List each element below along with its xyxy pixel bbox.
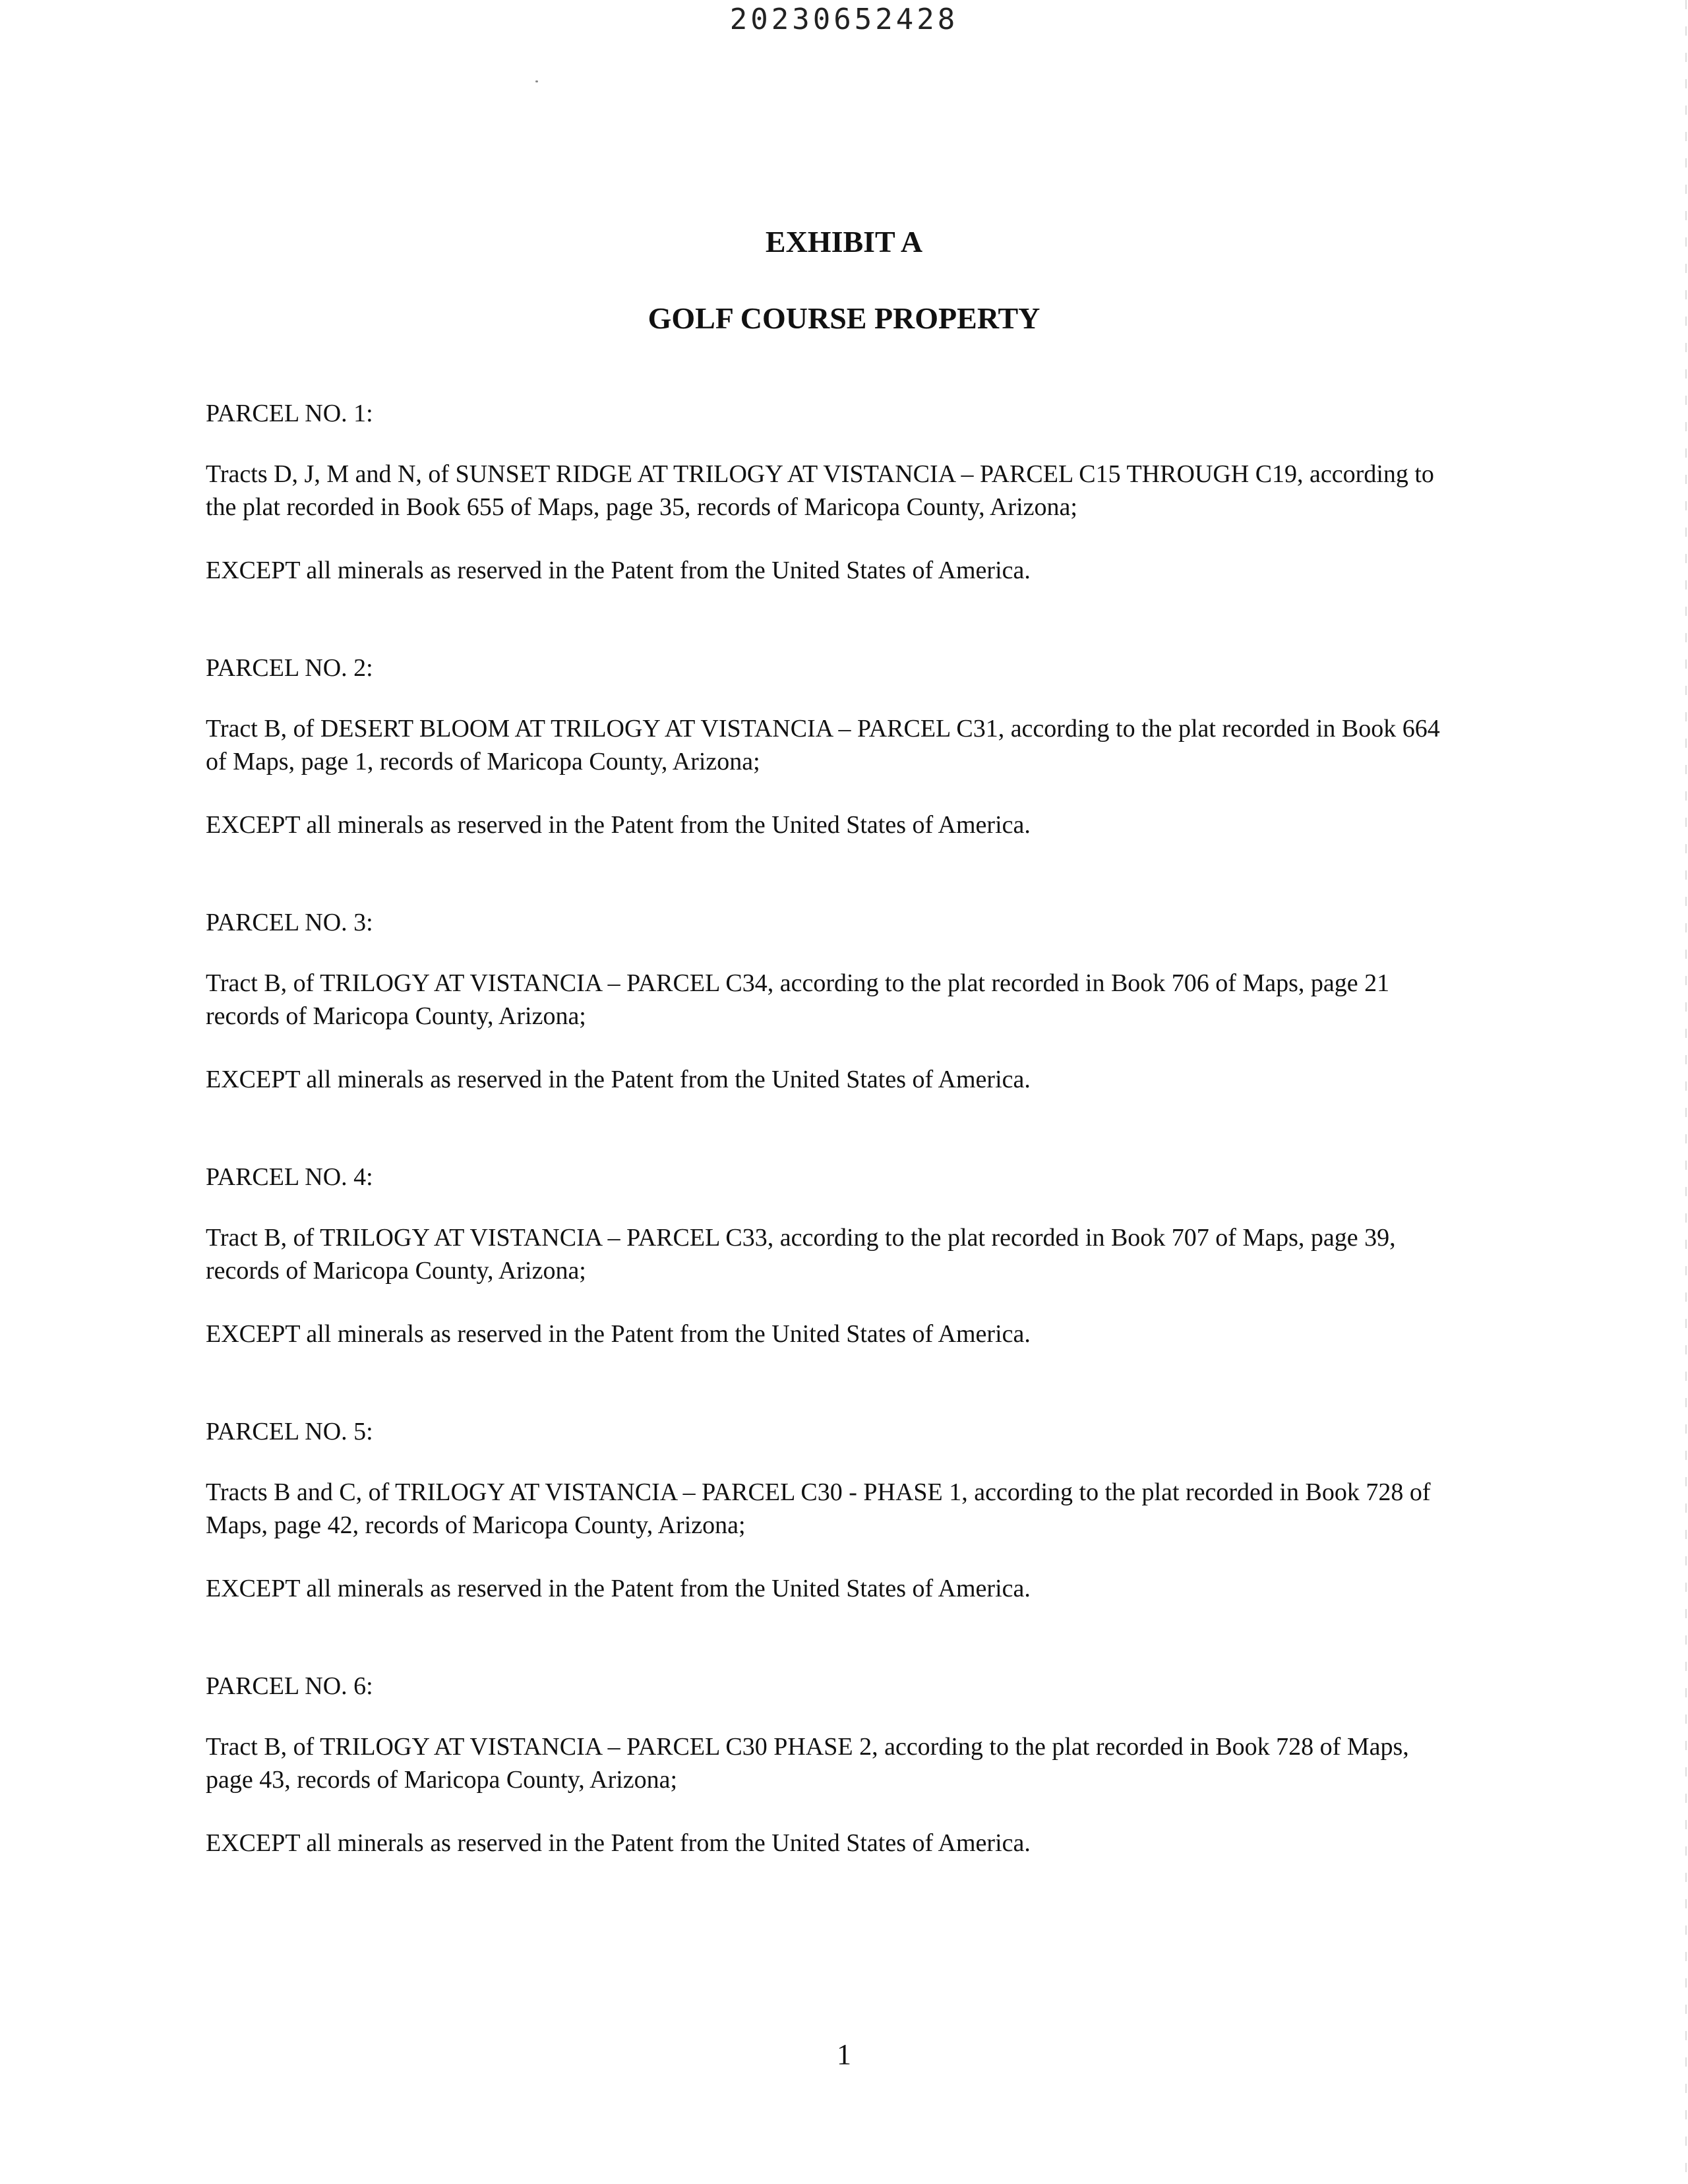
page-number: 1 xyxy=(837,2038,851,2071)
property-title: GOLF COURSE PROPERTY xyxy=(648,301,1040,335)
parcel-6-heading: PARCEL NO. 6: xyxy=(206,1672,373,1700)
parcel-2-exception: EXCEPT all minerals as reserved in the Patent from the United States of America. xyxy=(206,811,1031,839)
parcel-2-description: Tract B, of DESERT BLOOM AT TRILOGY AT VISTANCIA – PARCEL C31, according to the plat recorded in Book 664 of Maps, page 1, records of Maricopa County, Arizona; xyxy=(206,715,1440,775)
parcel-4-exception: EXCEPT all minerals as reserved in the Patent from the United States of America. xyxy=(206,1320,1031,1348)
parcel-1-heading: PARCEL NO. 1: xyxy=(206,400,373,427)
scan-speck xyxy=(535,80,538,82)
recording-number: 20230652428 xyxy=(729,3,959,36)
parcel-3-description: Tract B, of TRILOGY AT VISTANCIA – PARCEL C34, according to the plat recorded in Book 706 of Maps, page 21 records of Maricopa County, Arizona; xyxy=(206,969,1390,1030)
parcel-2-heading: PARCEL NO. 2: xyxy=(206,654,373,682)
parcel-5-heading: PARCEL NO. 5: xyxy=(206,1418,373,1445)
parcel-6-description: Tract B, of TRILOGY AT VISTANCIA – PARCEL C30 PHASE 2, according to the plat recorded in Book 728 of Maps, page 43, records of Maricopa County, Arizona; xyxy=(206,1733,1409,1794)
parcel-1-description: Tracts D, J, M and N, of SUNSET RIDGE AT TRILOGY AT VISTANCIA – PARCEL C15 THROUGH C19, according to the plat recorded in Book 655 of Maps, page 35, records of Maricopa County, Arizona; xyxy=(206,460,1434,521)
exhibit-title: EXHIBIT A xyxy=(765,225,923,258)
parcel-6-exception: EXCEPT all minerals as reserved in the Patent from the United States of America. xyxy=(206,1829,1031,1857)
parcel-3-exception: EXCEPT all minerals as reserved in the Patent from the United States of America. xyxy=(206,1066,1031,1093)
parcel-5-exception: EXCEPT all minerals as reserved in the Patent from the United States of America. xyxy=(206,1575,1031,1602)
parcel-4-description: Tract B, of TRILOGY AT VISTANCIA – PARCEL C33, according to the plat recorded in Book 707 of Maps, page 39, records of Maricopa County, Arizona; xyxy=(206,1224,1396,1285)
parcel-1-exception: EXCEPT all minerals as reserved in the Patent from the United States of America. xyxy=(206,557,1031,584)
parcel-3-heading: PARCEL NO. 3: xyxy=(206,909,373,936)
parcel-5-description: Tracts B and C, of TRILOGY AT VISTANCIA – PARCEL C30 - PHASE 1, according to the plat recorded in Book 728 of Maps, page 42, records of Maricopa County, Arizona; xyxy=(206,1478,1431,1539)
parcel-4-heading: PARCEL NO. 4: xyxy=(206,1163,373,1191)
